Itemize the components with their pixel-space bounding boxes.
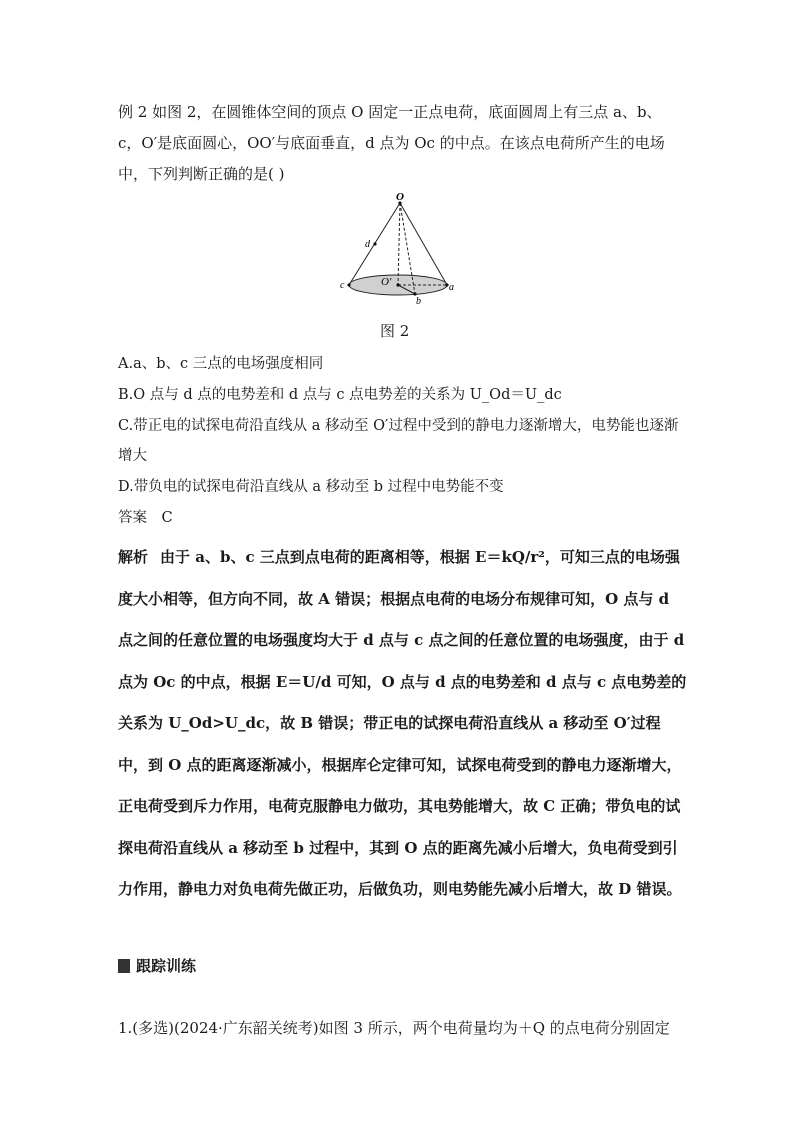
example-problem: 例 2 如图 2，在圆锥体空间的顶点 O 固定一正点电荷，底面圆周上有三点 a、b、c，O′是底面圆心，OO′与底面垂直，d 点为 Oc 的中点。在该点电荷所产生的电场中，下列判断正确的是( ) [118, 103, 665, 183]
point-center [396, 283, 399, 286]
section-header [118, 954, 196, 978]
label-c: c [340, 280, 345, 291]
label-center: O′ [381, 276, 392, 288]
label-o: O [396, 191, 404, 203]
option-b: B.O 点与 d 点的电势差和 d 点与 c 点电势差的关系为 U_Od＝U_dc [118, 387, 562, 403]
cone-diagram [338, 190, 458, 310]
point-d [373, 242, 376, 245]
option-d: D.带负电的试探电荷沿直线从 a 移动至 b 过程中电势能不变 [118, 479, 504, 495]
answer: 答案 C [118, 510, 173, 526]
label-b: b [416, 296, 421, 307]
option-a: A.a、b、c 三点的电场强度相同 [118, 356, 324, 372]
question-1: 1.(多选)(2024·广东韶关统考)如图 3 所示，两个电荷量均为＋Q 的点电荷分别固定 [118, 1019, 670, 1037]
section-title: 跟踪训练 [136, 957, 197, 975]
label-a: a [449, 282, 454, 293]
option-c: C.带正电的试探电荷沿直线从 a 移动至 O′过程中受到的静电力逐渐增大，电势能也逐渐增大 [118, 418, 679, 464]
section-marker-icon [118, 959, 130, 973]
point-c [347, 283, 350, 286]
analysis-text: 由于 a、b、c 三点到点电荷的距离相等，根据 E＝kQ/r²，可知三点的电场强度大小相等，但方向不同，故 A 错误；根据点电荷的电场分布规律可知，O 点与 d 点之间的任意位置的电场强度均大于 d 点与 c 点之间的任意位置的电场强度，由于 d 点为 Oc 的中点，根据 E＝U/d 可知，O 点与 d 点的电势差和 d 点与 c 点电势差的关系为 U_Od>U_dc，故 B 错误；带正电的试探电荷沿直线从 a 移动至 O′过程中，到 O 点的距离逐渐减小，根据库仑定律可知，试探电荷受到的静电力逐渐增大，正电荷受到斥力作用，电荷克服静电力做功，其电势能增大，故 C 正确；带负电的试探电荷沿直线从 a 移动至 b 过程中，其到 O 点的距离先减小后增大，负电荷受到引力作用，静电力对负电荷先做正功，后做负功，则电势能先减小后增大，故 D 错误。 [118, 548, 687, 898]
analysis-label: 解析 [118, 548, 149, 566]
analysis [118, 537, 688, 911]
cone-figure [338, 190, 458, 310]
height-line [398, 203, 400, 285]
label-d: d [365, 239, 370, 250]
figure-caption: 图 2 [380, 322, 410, 340]
